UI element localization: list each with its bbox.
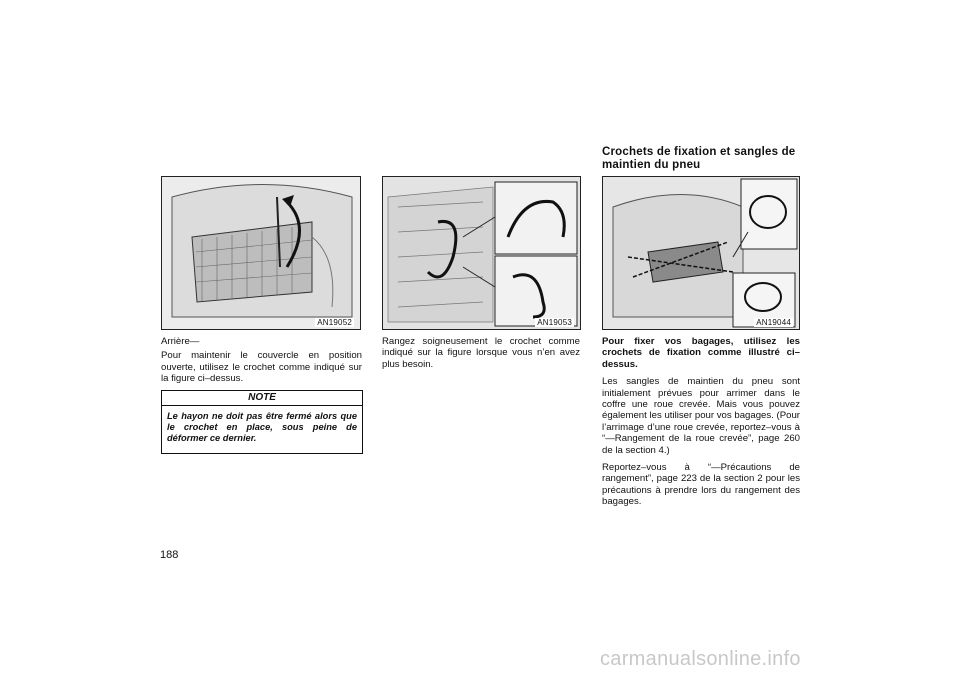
note-box (161, 390, 363, 454)
page-number: 188 (160, 549, 179, 561)
middle-paragraph: Rangez soigneusement le crochet comme indiqué sur la figure lorsque vous n’en avez plus besoin. (382, 336, 580, 370)
cargo-tie-down-illustration (603, 177, 799, 329)
section-title: Crochets de fixation et sangles de maintien du pneu (602, 146, 796, 171)
middle-column (382, 336, 580, 376)
rear-hatch-hook-illustration (162, 177, 360, 329)
figure-code: AN19044 (756, 318, 791, 327)
figure-rear-hatch-hook (161, 176, 361, 330)
note-text: Le hayon ne doit pas être fermé alors que le crochet en place, sous peine de déformer ce dernier. (167, 411, 357, 444)
left-paragraph: Pour maintenir le couvercle en position ouverte, utilisez le crochet comme indiqué sur la figure ci–dessus. (161, 350, 362, 385)
figure-hook-storage (382, 176, 581, 330)
hook-storage-illustration (383, 177, 580, 329)
right-paragraph-2: Reportez–vous à “—Précautions de rangement”, page 223 de la section 2 pour les précautions à prendre lors du rangement des bagages. (602, 462, 800, 508)
figure-cargo-tie-down (602, 176, 800, 330)
right-column (602, 336, 800, 514)
right-paragraph-1: Les sangles de maintien du pneu sont initialement prévues pour arrimer dans le coffre une roue crevée. Mais vous pouvez également les utiliser pour vos bagages. (Pour l’arrimage d’une roue crevée, reportez–vous à “—Rangement de la roue crevée”, page 260 de la section 4.) (602, 376, 800, 456)
left-heading: Arrière— (161, 336, 200, 347)
figure-code: AN19052 (317, 318, 352, 327)
note-title: NOTE (162, 391, 362, 406)
figure-code: AN19053 (537, 318, 572, 327)
watermark: carmanualsonline.info (600, 648, 801, 670)
left-column (161, 336, 362, 391)
right-bold-paragraph: Pour fixer vos bagages, utilisez les crochets de fixation comme illustré ci–dessus. (602, 336, 800, 370)
